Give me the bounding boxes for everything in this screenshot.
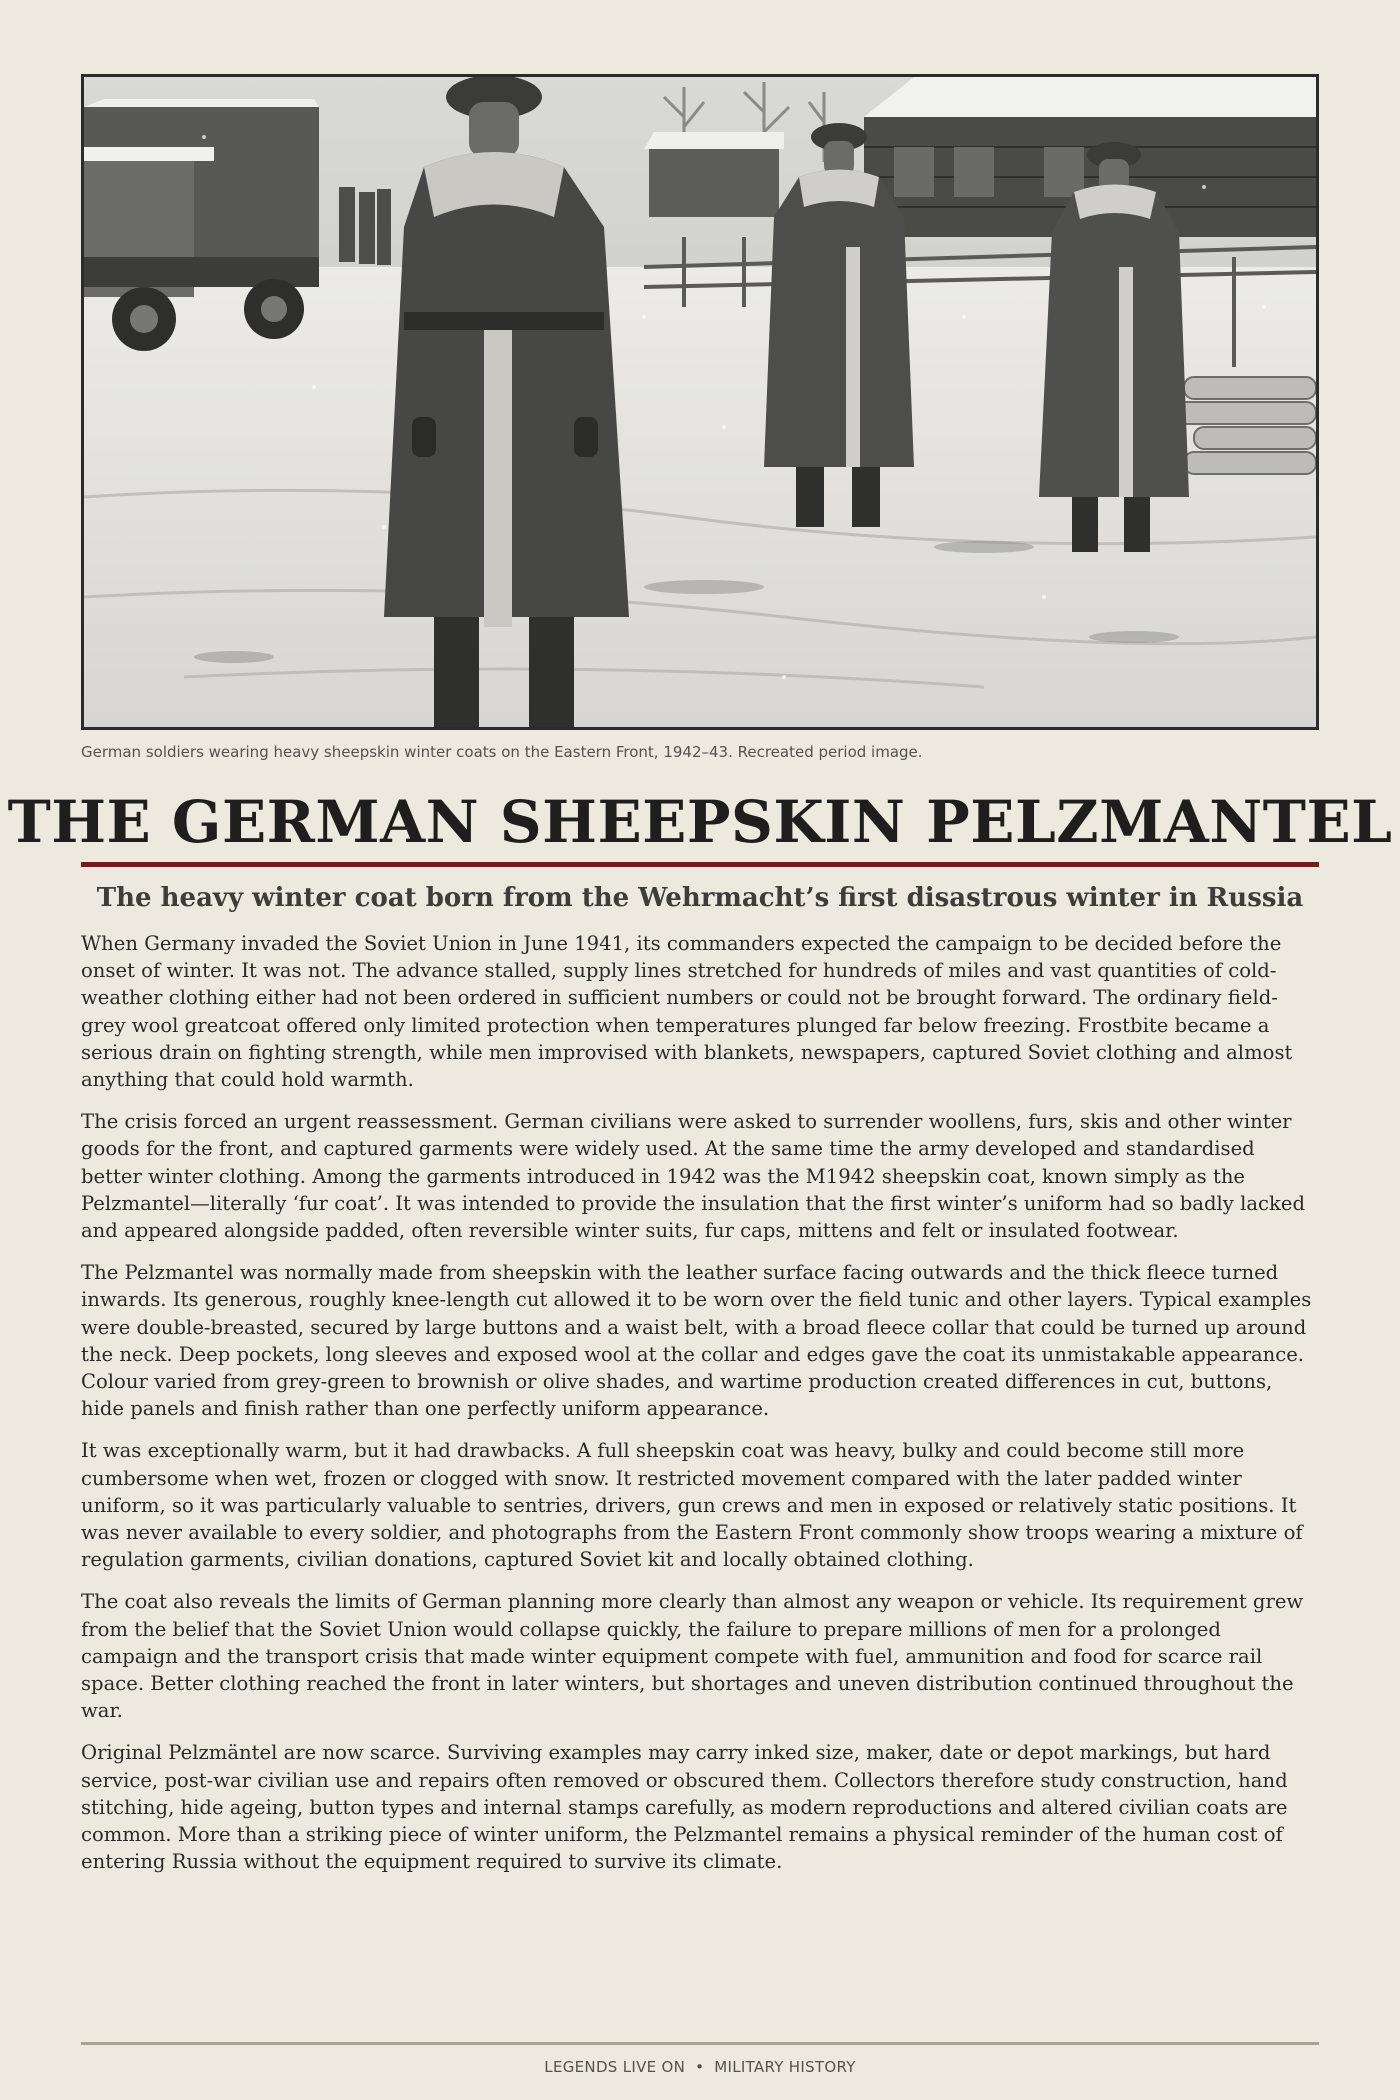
paragraph-4: It was exceptionally warm, but it had drawbacks. A full sheepskin coat was heavy, bulky and could become still more cumbersome when wet, frozen or clogged with snow. It restricted movement compared with the later padded winter uniform, so it was particularly valuable to sentries, drivers, gun crews and men in exposed or relatively static positions. It was never available to every soldier, and photographs from the Eastern Front commonly show troops wearing a mixture of regulation garments, civilian donations, captured Soviet kit and locally obtained clothing. xyxy=(81,1439,1303,1572)
paragraph-6: Original Pelzmäntel are now scarce. Surviving examples may carry inked size, maker, date or depot markings, but hard service, post-war civilian use and repairs often removed or obscured them. Collectors therefore study construction, hand stitching, hide ageing, button types and internal stamps carefully, as modern reproductions and altered civilian coats are common. More than a striking piece of winter uniform, the Pelzmantel remains a physical reminder of the human cost of entering Russia without the equipment required to survive its climate. xyxy=(81,1741,1288,1874)
title-divider xyxy=(81,862,1319,867)
footer-divider xyxy=(81,2042,1319,2045)
page-subtitle: The heavy winter coat born from the Wehrmacht’s first disastrous winter in Russia xyxy=(96,883,1304,913)
photo-caption: German soldiers wearing heavy sheepskin winter coats on the Eastern Front, 1942–43. Recreated period image. xyxy=(81,743,923,761)
winter-soldiers-illustration xyxy=(84,77,1316,727)
footer-separator: • xyxy=(695,2058,705,2076)
footer-section: MILITARY HISTORY xyxy=(714,2058,856,2076)
hero-photo xyxy=(81,74,1319,730)
paragraph-2: The crisis forced an urgent reassessment. German civilians were asked to surrender woollens, furs, skis and other winter goods for the front, and captured garments were widely used. At the same time the army developed and standardised better winter clothing. Among the garments introduced in 1942 was the M1942 sheepskin coat, known simply as the Pelzmantel—literally ‘fur coat’. It was intended to provide the insulation that the first winter’s uniform had so badly lacked and appeared alongside padded, often reversible winter suits, fur caps, mittens and felt or insulated footwear. xyxy=(81,1110,1305,1243)
paragraph-5: The coat also reveals the limits of German planning more clearly than almost any weapon or vehicle. Its requirement grew from the belief that the Soviet Union would collapse quickly, the failure to prepare millions of men for a prolonged campaign and the transport crisis that made winter equipment compete with fuel, ammunition and food for scarce rail space. Better clothing reached the front in later winters, but shortages and uneven distribution continued throughout the war. xyxy=(81,1590,1304,1723)
paragraph-3: The Pelzmantel was normally made from sheepskin with the leather surface facing outwards and the thick fleece turned inwards. Its generous, roughly knee-length cut allowed it to be worn over the field tunic and other layers. Typical examples were double-breasted, secured by large buttons and a waist belt, with a broad fleece collar that could be turned up around the neck. Deep pockets, long sleeves and exposed wool at the collar and edges gave the coat its unmistakable appearance. Colour varied from grey-green to brownish or olive shades, and wartime production created differences in cut, buttons, hide panels and finish rather than one perfectly uniform appearance. xyxy=(81,1261,1312,1421)
article-body xyxy=(81,930,1319,1891)
footer-site-name: LEGENDS LIVE ON xyxy=(544,2058,686,2076)
footer xyxy=(0,2058,1400,2076)
page-title: THE GERMAN SHEEPSKIN PELZMANTEL xyxy=(7,788,1393,856)
paragraph-1: When Germany invaded the Soviet Union in June 1941, its commanders expected the campaign to be decided before the onset of winter. It was not. The advance stalled, supply lines stretched for hundreds of miles and vast quantities of cold-weather clothing either had not been ordered in sufficient numbers or could not be brought forward. The ordinary field-grey wool greatcoat offered only limited protection when temperatures plunged far below freezing. Frostbite became a serious drain on fighting strength, while men improvised with blankets, newspapers, captured Soviet clothing and almost anything that could hold warmth. xyxy=(81,932,1293,1092)
